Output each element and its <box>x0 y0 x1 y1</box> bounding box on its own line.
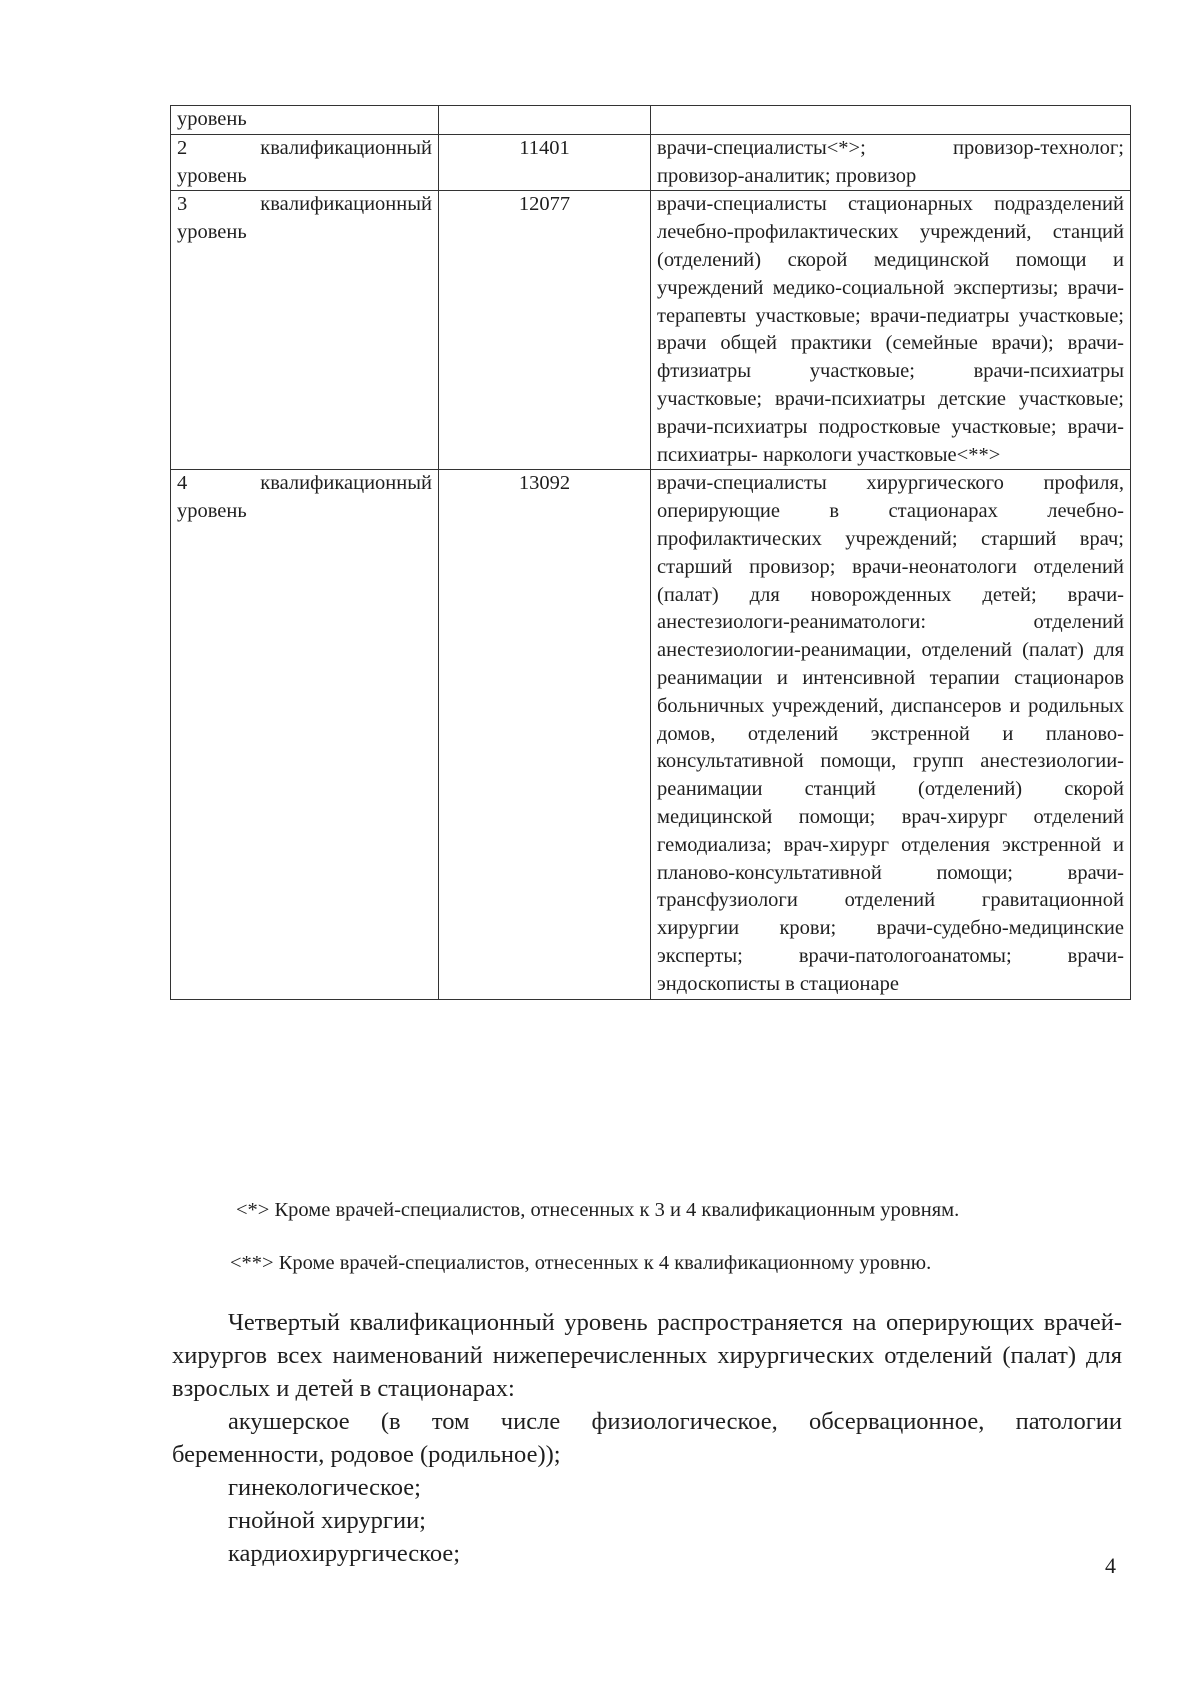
positions-cell <box>651 470 1131 999</box>
code-cell <box>439 106 651 135</box>
level-number: 4 <box>177 472 188 495</box>
qualification-table <box>170 105 1131 1000</box>
level-number: 3 <box>177 193 188 216</box>
level-cell <box>171 106 439 135</box>
level-number: 2 <box>177 136 188 159</box>
code-cell <box>439 191 651 470</box>
positions-cell <box>651 134 1131 191</box>
level-cell <box>171 134 439 191</box>
level-word: квалификационный <box>260 193 432 216</box>
positions-cell <box>651 106 1131 135</box>
code-text: 11401 <box>519 136 570 159</box>
list-item-obstetric: акушерское (в том числе физиологическое, обсервационное, патологии беременности, родовое (родильное)); <box>172 1408 1122 1468</box>
footnote-double-asterisk: <**> Кроме врачей-специалистов, отнесенных к 4 квалификационному уровню. <box>230 1252 932 1274</box>
level-tail: уровень <box>177 500 247 523</box>
positions-text: врачи-специалисты<*>; провизор-технолог; провизор-аналитик; провизор <box>657 136 1124 187</box>
list-item: гнойной хирургии; <box>228 1507 426 1534</box>
level-cell <box>171 191 439 470</box>
level-text: уровень <box>177 108 247 130</box>
intro-paragraph: Четвертый квалификационный уровень распространяется на оперирующих врачей-хирургов всех наименований нижеперечисленных хирургических отделений (палат) для взрослых и детей в стационарах: <box>172 1309 1122 1402</box>
table-row <box>171 106 1131 135</box>
positions-cell <box>651 191 1131 470</box>
code-cell <box>439 134 651 191</box>
body-text <box>172 1306 1122 1570</box>
table-row <box>171 470 1131 999</box>
level-word: квалификационный <box>260 472 432 495</box>
table-row <box>171 191 1131 470</box>
level-tail: уровень <box>177 221 247 244</box>
code-text: 12077 <box>518 193 571 216</box>
code-text: 13092 <box>518 472 571 495</box>
code-cell <box>439 470 651 999</box>
page-number: 4 <box>1105 1553 1116 1578</box>
positions-text: врачи-специалисты хирургического профиля, оперирующие в стационарах лечебно-профилактических учреждений; старший врач; старший провизор; врачи-неонатологи отделений (палат) для новорожденных детей; врачи-анестезиологи-реаниматологи: отделений анестезиологии-реанимации, отделений (палат) для реанимации и интенсивной терапии стационаров больничных учреждений, диспансеров и родильных домов, отделений экстренной и планово-консультативной помощи, групп анестезиологии-реанимации станций (отделений) скорой медицинской помощи; врач-хирург отделений гемодиализа; врач-хирург отделения экстренной и планово-консультативной помощи; врачи-трансфузиологи отделений гравитационной хирургии крови; врачи-судебно-медицинские эксперты; врачи-патологоанатомы; врачи-эндоскописты в стационаре <box>657 472 1124 995</box>
level-word: квалификационный <box>260 136 432 159</box>
list-item: кардиохирургическое; <box>228 1540 461 1567</box>
list-item: гинекологическое; <box>228 1474 421 1501</box>
positions-text: врачи-специалисты стационарных подразделений лечебно-профилактических учреждений, станций (отделений) скорой медицинской помощи и учреждений медико-социальной экспертизы; врачи-терапевты участковые; врачи-педиатры участковые; врачи общей практики (семейные врачи); врачи-фтизиатры участковые; врачи-психиатры участковые; врачи-психиатры детские участковые; врачи-психиатры подростковые участковые; врачи-психиатры- наркологи участковые<**> <box>657 193 1124 466</box>
footnote-single-asterisk: <*> Кроме врачей-специалистов, отнесенных к 3 и 4 квалификационным уровням. <box>236 1199 960 1221</box>
level-tail: уровень <box>177 164 247 187</box>
level-cell <box>171 470 439 999</box>
table-row <box>171 134 1131 191</box>
